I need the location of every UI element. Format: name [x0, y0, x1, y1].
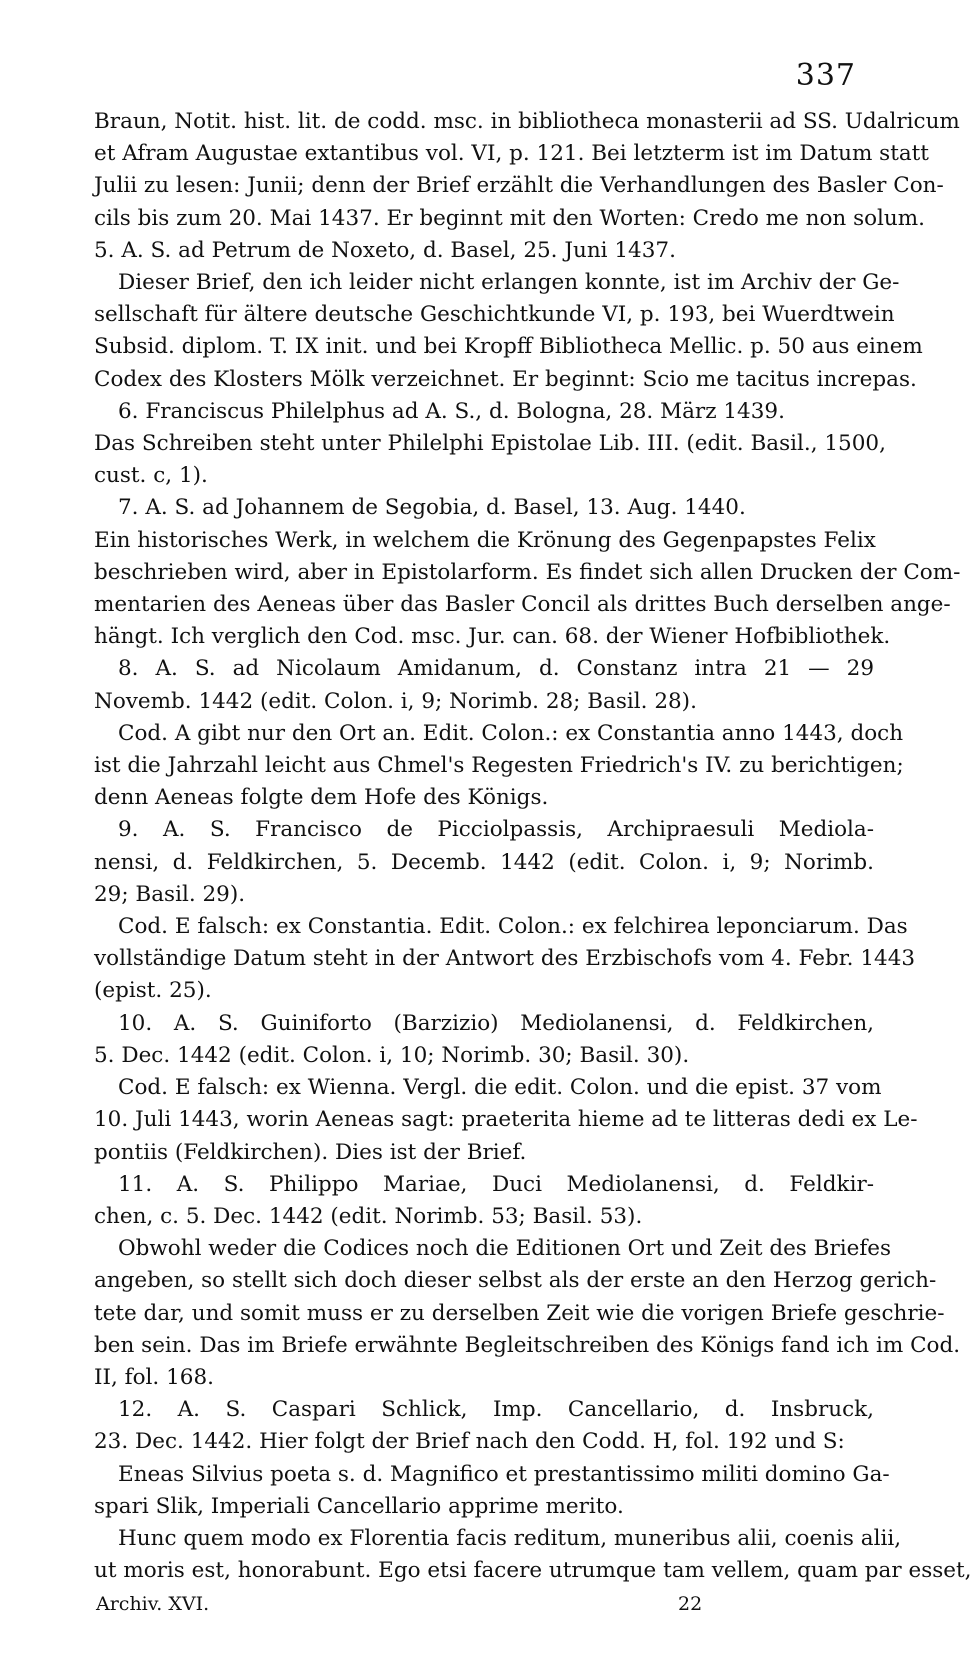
text-line: Julii zu lesen: Junii; denn der Brief erzählt die Verhandlungen des Basler Con- — [94, 173, 944, 199]
text-line: ist die Jahrzahl leicht aus Chmel's Regesten Friedrich's IV. zu berichtigen; — [94, 753, 904, 779]
text-line: sellschaft für ältere deutsche Geschichtkunde VI, p. 193, bei Wuerdtwein — [94, 302, 895, 328]
text-line: 8. A. S. ad Nicolaum Amidanum, d. Constanz intra 21 — 29 — [118, 656, 874, 682]
text-line: Cod. E falsch: ex Wienna. Vergl. die edit. Colon. und die epist. 37 vom — [118, 1075, 882, 1101]
text-line: 6. Franciscus Philelphus ad A. S., d. Bologna, 28. März 1439. — [118, 398, 785, 424]
text-line: 11. A. S. Philippo Mariae, Duci Mediolanensi, d. Feldkir- — [118, 1171, 874, 1197]
text-line: 12. A. S. Caspari Schlick, Imp. Cancellario, d. Insbruck, — [118, 1397, 874, 1423]
text-line: 10. Juli 1443, worin Aeneas sagt: praeterita hieme ad te litteras dedi ex Le- — [94, 1107, 918, 1133]
text-line: ut moris est, honorabunt. Ego etsi facere utrumque tam vellem, quam par esset, — [94, 1558, 971, 1584]
text-line: Eneas Silvius poeta s. d. Magnifico et prestantissimo militi domino Ga- — [118, 1461, 890, 1487]
text-line: cils bis zum 20. Mai 1437. Er beginnt mit den Worten: Credo me non solum. — [94, 205, 926, 231]
text-line: et Afram Augustae extantibus vol. VI, p. 121. Bei letzterm ist im Datum statt — [94, 141, 929, 167]
text-line: mentarien des Aeneas über das Basler Concil als drittes Buch derselben ange- — [94, 592, 951, 618]
text-line: (epist. 25). — [94, 978, 212, 1004]
text-line: 5. A. S. ad Petrum de Noxeto, d. Basel, 25. Juni 1437. — [94, 237, 676, 263]
text-line: Cod. A gibt nur den Ort an. Edit. Colon.: ex Constantia anno 1443, doch — [118, 720, 904, 746]
text-line: Subsid. diplom. T. IX init. und bei Kropff Bibliotheca Mellic. p. 50 aus einem — [94, 334, 923, 360]
text-line: 5. Dec. 1442 (edit. Colon. i, 10; Norimb. 30; Basil. 30). — [94, 1042, 690, 1068]
text-line: cust. c, 1). — [94, 463, 208, 489]
text-line: nensi, d. Feldkirchen, 5. Decemb. 1442 (edit. Colon. i, 9; Norimb. — [94, 849, 874, 875]
text-line: Das Schreiben steht unter Philelphi Epistolae Lib. III. (edit. Basil., 1500, — [94, 431, 886, 457]
text-line: Codex des Klosters Mölk verzeichnet. Er beginnt: Scio me tacitus increpas. — [94, 366, 917, 392]
page-number: 337 — [795, 58, 856, 93]
text-line: beschrieben wird, aber in Epistolarform. Es findet sich allen Drucken der Com- — [94, 559, 961, 585]
text-line: hängt. Ich verglich den Cod. msc. Jur. can. 68. der Wiener Hofbibliothek. — [94, 624, 891, 650]
text-line: Dieser Brief, den ich leider nicht erlangen konnte, ist im Archiv der Ge- — [118, 270, 900, 296]
sheet-number: 22 — [678, 1593, 703, 1615]
text-line: chen, c. 5. Dec. 1442 (edit. Norimb. 53; Basil. 53). — [94, 1203, 643, 1229]
text-line: 10. A. S. Guiniforto (Barzizio) Mediolanensi, d. Feldkirchen, — [118, 1010, 874, 1036]
text-line: vollständige Datum steht in der Antwort des Erzbischofs vom 4. Febr. 1443 — [94, 946, 916, 972]
text-line: pontiis (Feldkirchen). Dies ist der Brief. — [94, 1139, 527, 1165]
text-line: 7. A. S. ad Johannem de Segobia, d. Basel, 13. Aug. 1440. — [118, 495, 746, 521]
text-line: ben sein. Das im Briefe erwähnte Begleitschreiben des Königs fand ich im Cod. — [94, 1332, 961, 1358]
text-line: 9. A. S. Francisco de Picciolpassis, Archipraesuli Mediola- — [118, 817, 874, 843]
text-line: Obwohl weder die Codices noch die Editionen Ort und Zeit des Briefes — [118, 1236, 892, 1262]
text-line: Novemb. 1442 (edit. Colon. i, 9; Norimb. 28; Basil. 28). — [94, 688, 697, 714]
text-line: Cod. E falsch: ex Constantia. Edit. Colon.: ex felchirea leponciarum. Das — [118, 914, 908, 940]
text-line: tete dar, und somit muss er zu derselben Zeit wie die vorigen Briefe geschrie- — [94, 1300, 945, 1326]
text-line: angeben, so stellt sich doch dieser selbst als der erste an den Herzog gerich- — [94, 1268, 937, 1294]
text-line: 29; Basil. 29). — [94, 881, 246, 907]
text-line: Hunc quem modo ex Florentia facis reditum, muneribus alii, coenis alii, — [118, 1525, 902, 1551]
sheet-signature: Archiv. XVI. — [96, 1593, 210, 1615]
text-line: denn Aeneas folgte dem Hofe des Königs. — [94, 785, 549, 811]
text-body — [94, 106, 971, 1587]
text-line: spari Slik, Imperiali Cancellario apprime merito. — [94, 1493, 624, 1519]
text-line: Ein historisches Werk, in welchem die Krönung des Gegenpapstes Felix — [94, 527, 876, 553]
text-line: Braun, Notit. hist. lit. de codd. msc. in bibliotheca monasterii ad SS. Udalricum — [94, 109, 960, 134]
text-line: 23. Dec. 1442. Hier folgt der Brief nach den Codd. H, fol. 192 und S: — [94, 1429, 845, 1455]
text-line: II, fol. 168. — [94, 1364, 214, 1390]
